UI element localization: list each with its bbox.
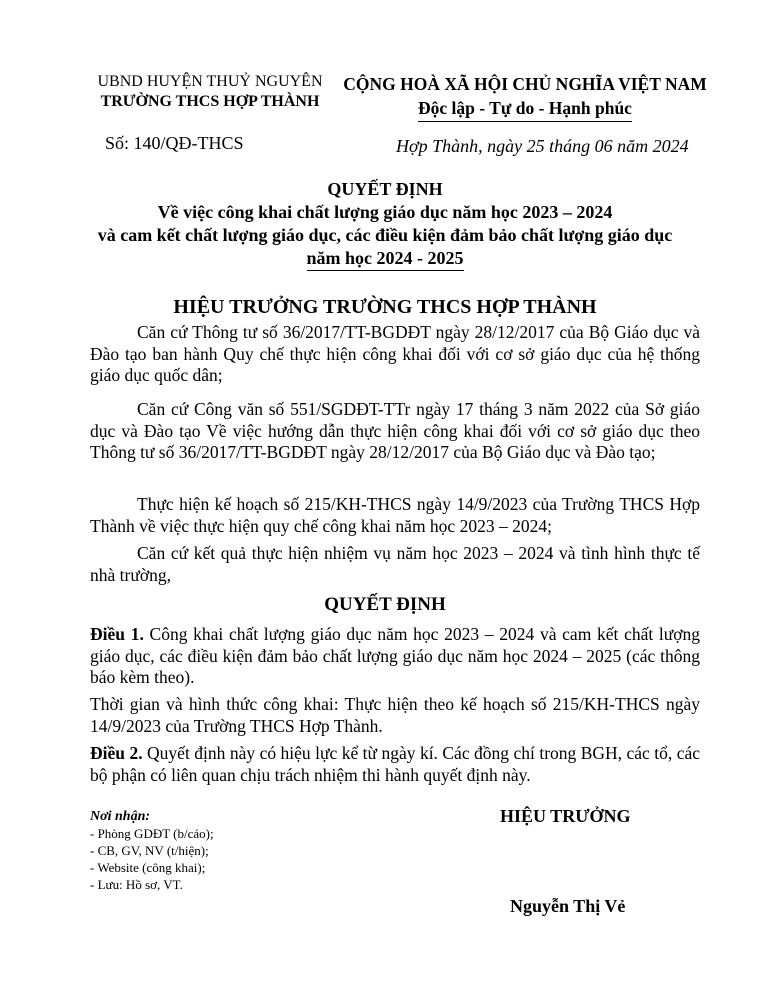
preamble-paragraph-4: Căn cứ kết quả thực hiện nhiệm vụ năm học 2023 – 2024 và tình hình thực tế nhà trường, <box>90 543 700 585</box>
recipient-item: - CB, GV, NV (t/hiện); <box>90 843 209 858</box>
issuing-organization <box>60 72 360 112</box>
preamble-paragraph-2: Căn cứ Công văn số 551/SGDĐT-TTr ngày 17 tháng 3 năm 2022 của Sở giáo dục và Đào tạo Về việc hướng dẫn thực hiện công khai đối với cơ sở giáo dục theo Thông tư số 36/2017/TT-BGDĐT ngày 28/12/2017 của Bộ Giáo dục và Đào tạo; <box>90 399 700 462</box>
document-number: Số: 140/QĐ-THCS <box>105 133 244 153</box>
recipients-block <box>90 808 214 893</box>
recipient-item: - Website (công khai); <box>90 860 206 875</box>
signatory-title: HIỆU TRƯỞNG <box>500 806 631 826</box>
title-line-2: và cam kết chất lượng giáo dục, các điều kiện đảm bảo chất lượng giáo dục <box>97 225 673 245</box>
document-title <box>40 178 730 271</box>
issuing-authority: HIỆU TRƯỞNG TRƯỜNG THCS HỢP THÀNH <box>173 296 597 318</box>
recipient-item: - Phòng GDĐT (b/cáo); <box>90 826 214 841</box>
article-2-label: Điều 2. <box>90 743 143 763</box>
article-2 <box>90 743 700 786</box>
article-1-extra: Thời gian và hình thức công khai: Thực hiện theo kế hoạch số 215/KH-THCS ngày 14/9/2023 của Trường THCS Hợp Thành. <box>90 694 700 736</box>
article-1-text: Công khai chất lượng giáo dục năm học 2023 – 2024 và cam kết chất lượng giáo dục, các điều kiện đảm bảo chất lượng giáo dục năm học 2024 – 2025 (các thông báo kèm theo). <box>90 624 701 687</box>
title-heading: QUYẾT ĐỊNH <box>327 179 443 199</box>
article-1-label: Điều 1. <box>90 624 144 644</box>
signatory-name: Nguyễn Thị Vẻ <box>510 896 626 916</box>
org-line-1: UBND HUYỆN THUỶ NGUYÊN <box>97 73 323 90</box>
recipients-title: Nơi nhận: <box>90 809 151 824</box>
article-1 <box>90 624 700 689</box>
nation-name: CỘNG HOÀ XÃ HỘI CHỦ NGHĨA VIỆT NAM <box>343 74 707 94</box>
preamble-paragraph-1: Căn cứ Thông tư số 36/2017/TT-BGDĐT ngày 28/12/2017 của Bộ Giáo dục và Đào tạo ban hành Quy chế thực hiện công khai đối với cơ sở giáo dục của hệ thống giáo dục quốc dân; <box>90 322 700 385</box>
recipient-item: - Lưu: Hồ sơ, VT. <box>90 877 183 892</box>
title-line-3: năm học 2024 - 2025 <box>307 247 464 271</box>
decision-heading: QUYẾT ĐỊNH <box>324 594 446 615</box>
place-and-date: Hợp Thành, ngày 25 tháng 06 năm 2024 <box>396 136 689 156</box>
national-motto: Độc lập - Tự do - Hạnh phúc <box>418 96 632 122</box>
org-line-2: TRƯỜNG THCS HỢP THÀNH <box>100 93 320 110</box>
national-header <box>320 72 730 122</box>
title-line-1: Về việc công khai chất lượng giáo dục năm học 2023 – 2024 <box>157 202 613 222</box>
article-2-text: Quyết định này có hiệu lực kể từ ngày kí. Các đồng chí trong BGH, các tổ, các bộ phận có liên quan chịu trách nhiệm thi hành quyết định này. <box>90 743 701 785</box>
preamble-paragraph-3: Thực hiện kế hoạch số 215/KH-THCS ngày 14/9/2023 của Trường THCS Hợp Thành về việc thực hiện quy chế công khai năm học 2023 – 2024; <box>90 494 700 536</box>
